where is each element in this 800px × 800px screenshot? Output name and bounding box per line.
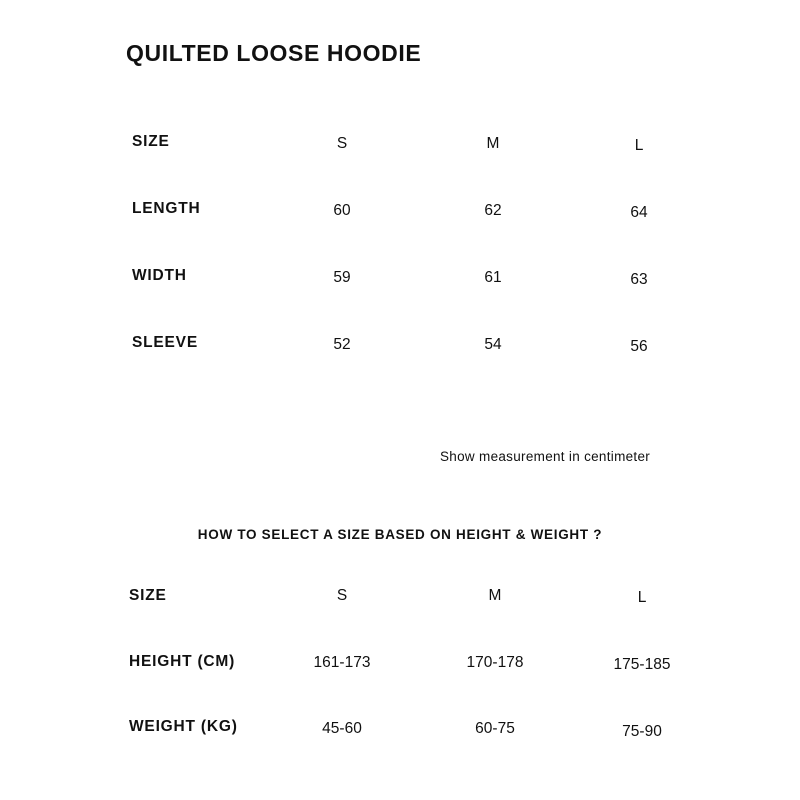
unit-note: Show measurement in centimeter <box>440 449 651 464</box>
table-cell: 175-185 <box>613 656 671 673</box>
table-cell: L <box>637 589 647 606</box>
table-cell: 161-173 <box>313 654 371 671</box>
product-title: QUILTED LOOSE HOODIE <box>126 40 422 66</box>
row-label: LENGTH <box>132 200 201 217</box>
table-cell: S <box>336 135 348 152</box>
table-cell: 60 <box>333 202 351 219</box>
table-cell: 61 <box>484 269 502 286</box>
table-cell: 52 <box>333 336 351 353</box>
row-label: HEIGHT (CM) <box>129 653 236 670</box>
size-guide-title: HOW TO SELECT A SIZE BASED ON HEIGHT & WEIGHT ? <box>197 527 603 542</box>
table-cell: 64 <box>630 204 648 221</box>
table-cell: 60-75 <box>475 720 515 737</box>
table-cell: 54 <box>484 336 502 353</box>
row-label: SIZE <box>132 133 170 150</box>
table-cell: 59 <box>333 269 351 286</box>
table-cell: 62 <box>484 202 502 219</box>
table-cell: L <box>634 137 644 154</box>
row-label: WIDTH <box>132 267 187 284</box>
table-cell: 170-178 <box>466 654 524 671</box>
table-cell: 63 <box>630 271 648 288</box>
table-cell: 56 <box>630 338 648 355</box>
table-cell: 45-60 <box>322 720 362 737</box>
table-cell: M <box>488 587 502 604</box>
table-cell: S <box>336 587 348 604</box>
row-label: SIZE <box>129 587 167 604</box>
row-label: WEIGHT (KG) <box>129 718 238 735</box>
table-cell: 75-90 <box>622 723 662 740</box>
row-label: SLEEVE <box>132 334 198 351</box>
table-cell: M <box>486 135 500 152</box>
